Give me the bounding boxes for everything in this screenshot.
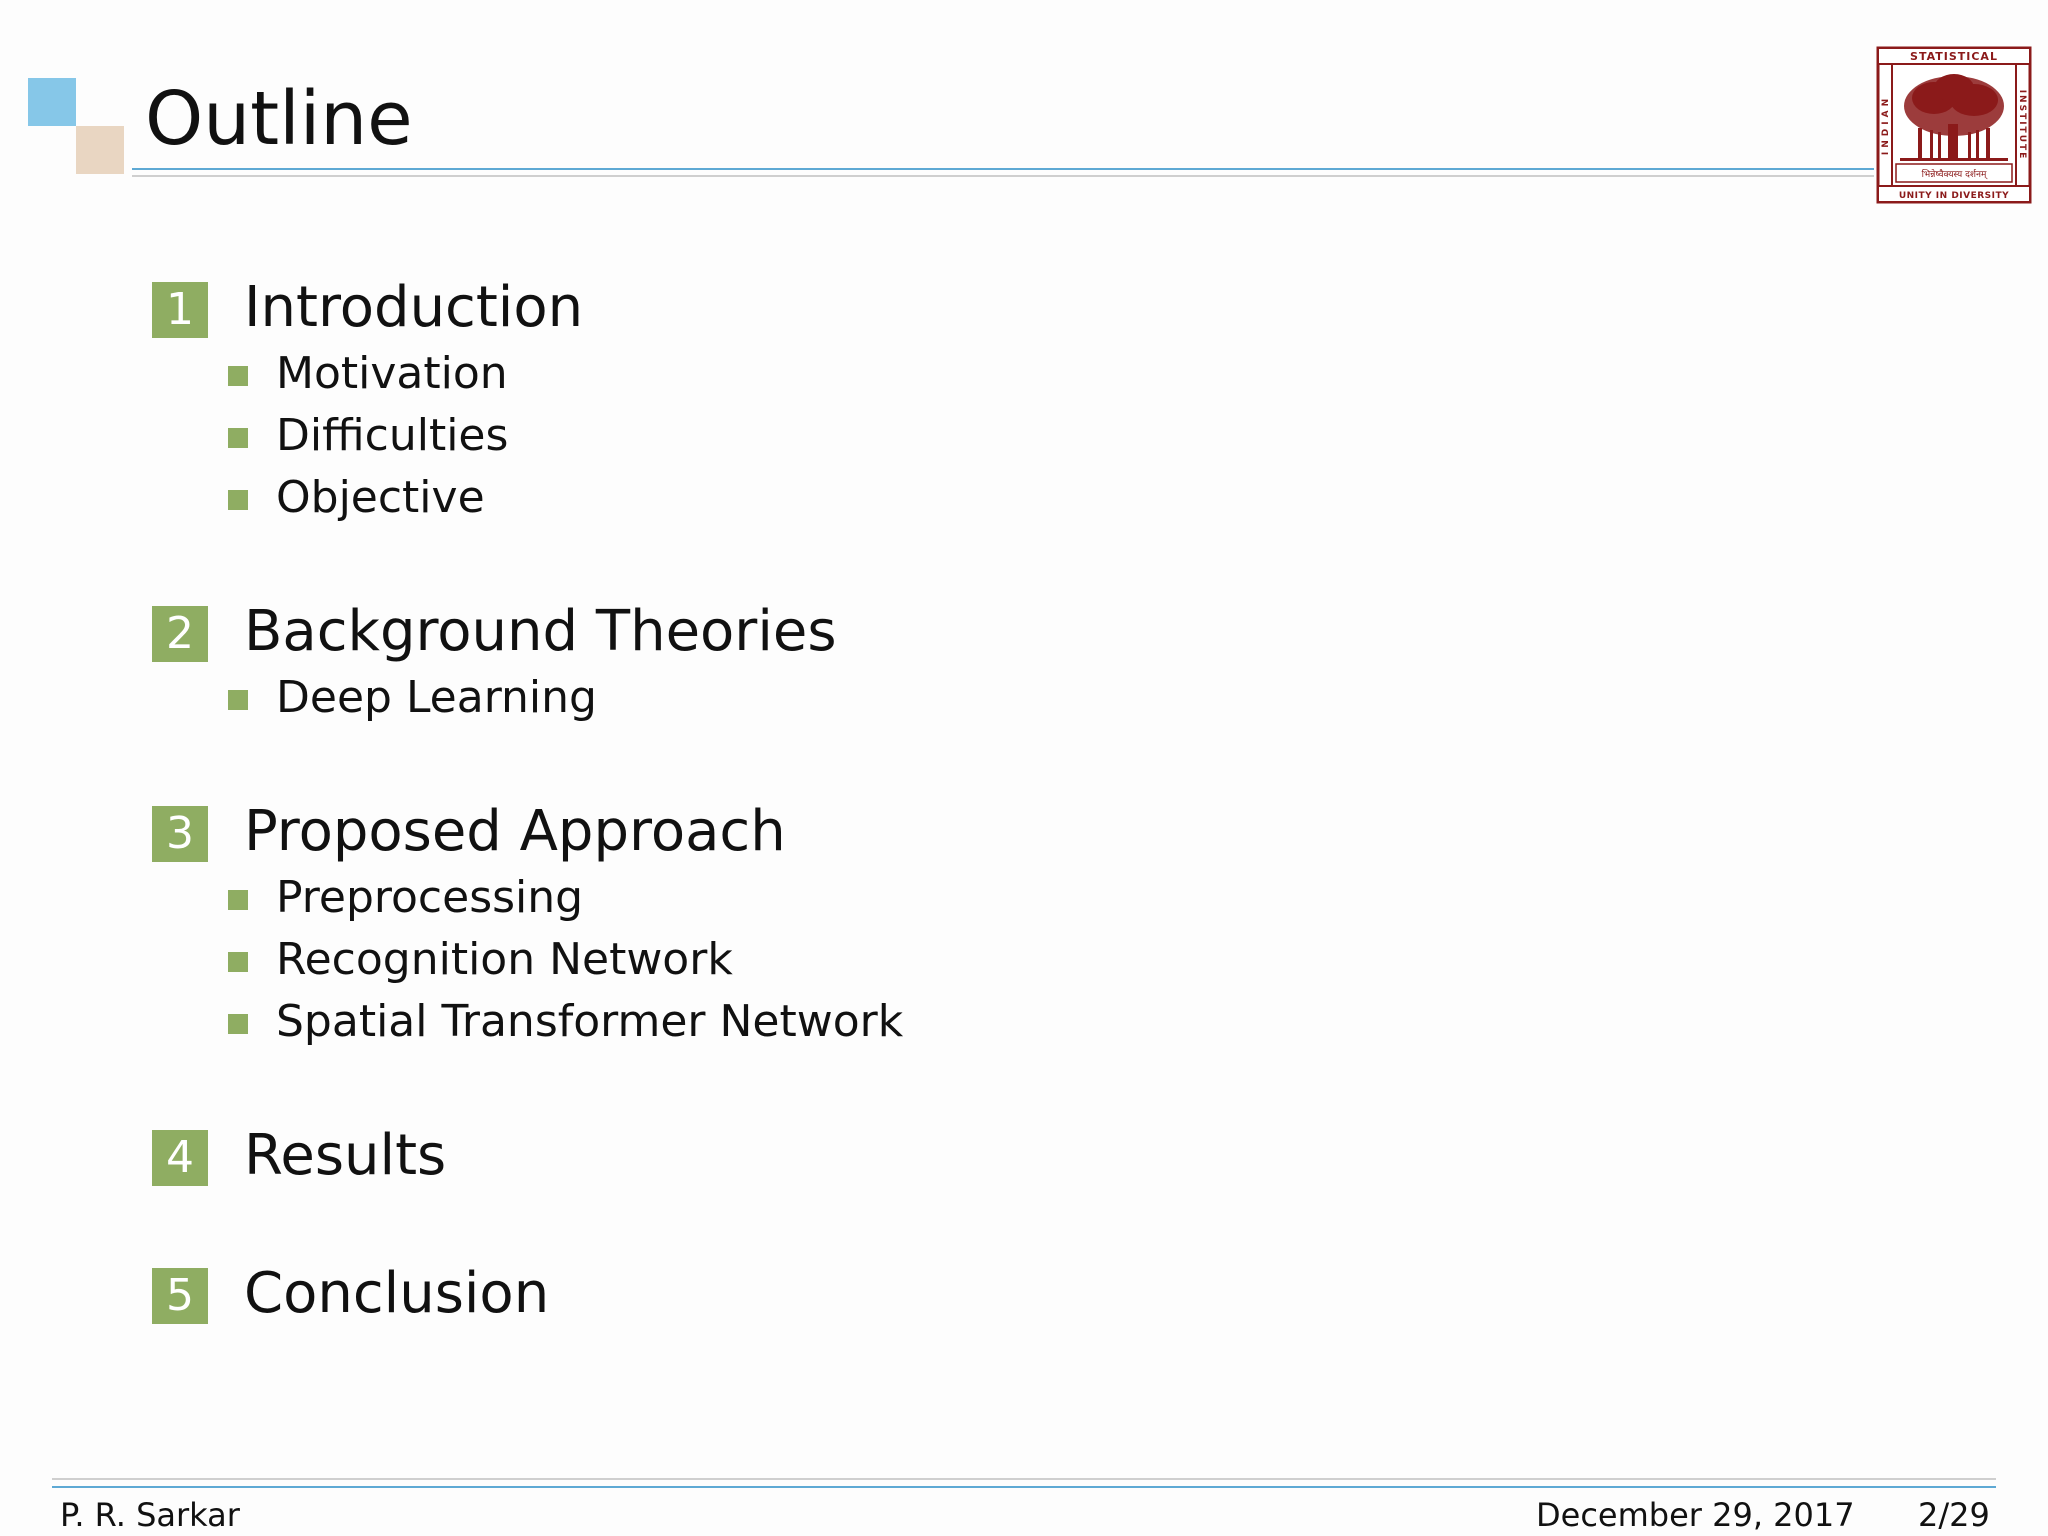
- subsection-label: Spatial Transformer Network: [276, 996, 904, 1047]
- footer-author: P. R. Sarkar: [60, 1496, 240, 1534]
- section-title: Results: [244, 1123, 447, 1188]
- header-decoration-blue-square: [28, 78, 76, 126]
- footer-rule-blue: [52, 1486, 1996, 1488]
- square-bullet-icon: [228, 952, 248, 972]
- section-number-badge: 5: [152, 1268, 208, 1324]
- section-number-badge: 3: [152, 806, 208, 862]
- logo-bottom-text: UNITY IN DIVERSITY: [1898, 191, 2010, 201]
- logo-top-text: STATISTICAL: [1910, 50, 1998, 63]
- logo-motto-text: भिन्नेष्वैक्यस्य दर्शनम्: [1921, 170, 1987, 180]
- section-number-badge: 4: [152, 1130, 208, 1186]
- subsection-label: Motivation: [276, 348, 508, 399]
- footer-page-number: 2/29: [1918, 1496, 1990, 1534]
- footer-rule-gray: [52, 1478, 1996, 1480]
- section-number-badge: 2: [152, 606, 208, 662]
- square-bullet-icon: [228, 366, 248, 386]
- square-bullet-icon: [228, 890, 248, 910]
- subsection-label: Deep Learning: [276, 672, 597, 723]
- footer-date: December 29, 2017: [1536, 1496, 1855, 1534]
- section-title: Proposed Approach: [244, 799, 786, 864]
- square-bullet-icon: [228, 1014, 248, 1034]
- subsection-label: Objective: [276, 472, 485, 523]
- logo-right-text: INSTITUTE: [2017, 89, 2027, 161]
- square-bullet-icon: [228, 690, 248, 710]
- slide-title: Outline: [145, 76, 413, 162]
- section-title: Conclusion: [244, 1261, 550, 1326]
- subsection-label: Preprocessing: [276, 872, 584, 923]
- section-title: Introduction: [244, 275, 584, 340]
- section-title: Background Theories: [244, 599, 837, 664]
- square-bullet-icon: [228, 428, 248, 448]
- square-bullet-icon: [228, 490, 248, 510]
- subsection-label: Difficulties: [276, 410, 509, 461]
- header-decoration-tan-square: [76, 126, 124, 174]
- section-number-badge: 1: [152, 282, 208, 338]
- subsection-label: Recognition Network: [276, 934, 733, 985]
- institute-logo: [1876, 46, 2032, 204]
- logo-left-text: INDIAN: [1881, 94, 1891, 156]
- outline-list: [152, 0, 1852, 1400]
